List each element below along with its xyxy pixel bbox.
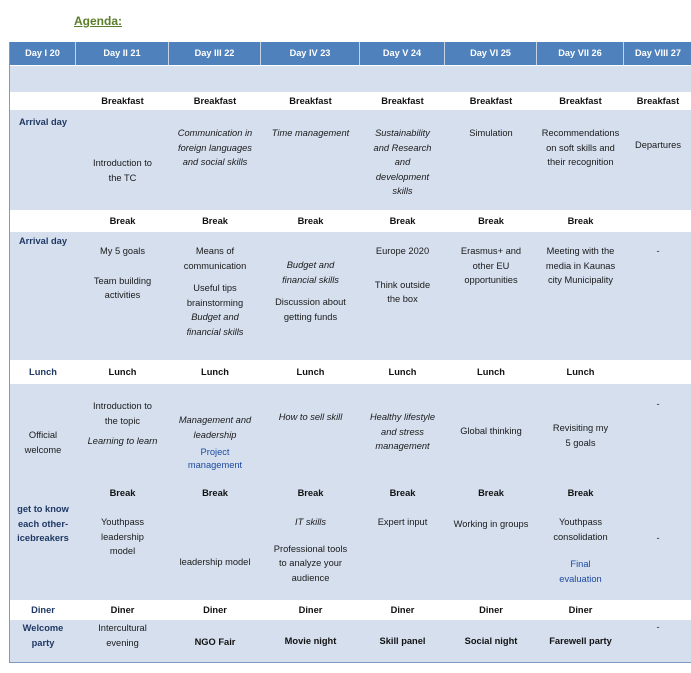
slot-label: Diner: [203, 604, 227, 615]
slot-label: Breakfast: [381, 95, 424, 106]
activity-cell: Introduction to the TC: [93, 158, 152, 183]
activity-text: Budget and financial skills: [186, 312, 244, 337]
day-header: Day I 20: [10, 42, 76, 65]
activity-cell: Departures: [635, 140, 681, 150]
activity-text: Professional tools to analyze your audience: [273, 543, 348, 583]
slot-label: Diner: [110, 604, 135, 615]
activity-cell: Recommendations on soft skills and their recognition: [541, 128, 620, 168]
row-label: Official welcome: [24, 430, 62, 455]
activity-cell: -: [656, 246, 660, 256]
activity-cell: Revisiting my 5 goals: [552, 423, 609, 448]
activity-cell: Skill panel: [379, 636, 426, 646]
activity-cell: -: [656, 399, 660, 409]
slot-label: Break: [202, 487, 228, 498]
day-header: Day VI 25: [445, 42, 537, 65]
afternoon-session-2: [10, 502, 691, 600]
slot-label: Break: [389, 215, 416, 226]
activity-cell: Simulation: [469, 128, 513, 138]
activity-cell: [169, 384, 261, 484]
activity-text: Introduction to the topic: [93, 401, 152, 426]
slot-label: Break: [202, 215, 228, 226]
activity-cell: -: [656, 533, 660, 543]
slot-label: Lunch: [477, 366, 505, 377]
slot-label: Breakfast: [559, 95, 602, 106]
activity-cell: NGO Fair: [194, 637, 236, 647]
activity-cell: Working in groups: [453, 519, 529, 529]
activity-cell: Sustainability and Research and development skills: [373, 128, 432, 197]
activity-text: Europe 2020: [375, 246, 430, 256]
activity-cell: [261, 232, 360, 360]
activity-cell: [537, 502, 624, 600]
activity-cell: leadership model: [179, 557, 251, 567]
slot-label: Break: [567, 487, 594, 498]
activity-text: Think outside the box: [374, 279, 431, 305]
slot-label: Lunch: [201, 366, 229, 377]
activity-cell: Healthy lifestyle and stress management: [369, 412, 436, 452]
row-label: Arrival day: [18, 236, 68, 246]
afternoon-session-1: [10, 384, 691, 484]
slot-label: Breakfast: [636, 95, 680, 106]
activity-cell: [76, 232, 169, 360]
breakfast-row: [10, 92, 691, 110]
slot-label: Break: [297, 215, 324, 226]
activity-text: My 5 goals: [100, 246, 145, 256]
activity-cell: [360, 232, 445, 360]
spacer-row: [10, 66, 691, 92]
row-label: Arrival day: [18, 117, 68, 127]
dinner-row: [10, 600, 691, 620]
activity-cell: Meeting with the media in Kaunas city Municipality: [545, 246, 616, 286]
activity-cell: -: [656, 622, 660, 632]
activity-cell: [76, 384, 169, 484]
activity-cell: Time management: [271, 128, 350, 138]
activity-cell: [169, 232, 261, 360]
slot-label: Diner: [390, 604, 415, 615]
activity-text: Project management: [187, 447, 243, 471]
activity-cell: Social night: [464, 636, 518, 646]
slot-label: Lunch: [388, 366, 417, 377]
day-header: Day II 21: [76, 42, 169, 65]
evening-row: [10, 620, 691, 662]
activity-cell: Expert input: [377, 517, 428, 527]
activity-cell: Erasmus+ and other EU opportunities: [460, 246, 522, 286]
slot-label: Lunch: [108, 366, 137, 377]
day-header: Day IV 23: [261, 42, 360, 65]
slot-label: Break: [109, 215, 136, 226]
slot-label: Diner: [568, 604, 593, 615]
day-header: Day V 24: [360, 42, 445, 65]
activity-text: Useful tips brainstorming: [186, 283, 244, 308]
day-header: Day VII 26: [537, 42, 624, 65]
slot-label: Break: [567, 215, 594, 226]
slot-label: Breakfast: [193, 95, 237, 106]
activity-cell: How to sell skill: [278, 412, 343, 422]
slot-label: Breakfast: [289, 95, 332, 106]
slot-label: Break: [478, 487, 504, 498]
row-label: Welcome party: [22, 623, 64, 648]
slot-label: Diner: [479, 604, 503, 615]
slot-label: Break: [109, 487, 136, 498]
slot-label: Break: [297, 487, 324, 498]
activity-cell: Global thinking: [460, 426, 522, 436]
activity-text: Management and leadership: [178, 415, 252, 440]
activity-text: Final evaluation: [559, 559, 602, 584]
morning-session-2: [10, 232, 691, 360]
activity-text: Discussion about getting funds: [275, 297, 346, 322]
activity-cell: Farewell party: [549, 636, 612, 646]
day-header: Day III 22: [169, 42, 261, 65]
slot-label: Break: [389, 487, 416, 498]
activity-text: Means of communication: [183, 246, 247, 271]
activity-text: Budget and financial skills: [282, 260, 339, 285]
break-row: [10, 210, 691, 232]
row-label: Diner: [31, 604, 55, 615]
day-header: Day VIII 27: [635, 48, 681, 59]
header-row: [10, 42, 691, 65]
activity-cell: [261, 502, 360, 600]
activity-cell: Youthpass leadership model: [100, 517, 145, 557]
lunch-row: [10, 360, 691, 384]
row-label: get to know each other-icebreakers: [17, 504, 69, 544]
slot-label: Breakfast: [469, 95, 513, 106]
activity-text: Team building activities: [93, 275, 152, 301]
activity-cell: Intercultural evening: [98, 623, 147, 648]
slot-label: Break: [478, 215, 504, 226]
agenda-table: [9, 42, 691, 663]
slot-label: Diner: [298, 604, 323, 615]
slot-label: Breakfast: [101, 95, 144, 106]
activity-text: IT skills: [295, 517, 326, 527]
activity-text: Learning to learn: [87, 436, 158, 447]
slot-label: Lunch: [566, 366, 595, 377]
activity-text: Youthpass consolidation: [553, 517, 608, 542]
activity-cell: Movie night: [284, 636, 337, 646]
agenda-title: Agenda:: [74, 14, 122, 28]
morning-session-1: [10, 110, 691, 210]
activity-cell: Communication in foreign languages and social skills: [177, 128, 253, 168]
break-row: [10, 484, 691, 502]
row-label: Lunch: [29, 366, 57, 377]
slot-label: Lunch: [296, 366, 325, 377]
